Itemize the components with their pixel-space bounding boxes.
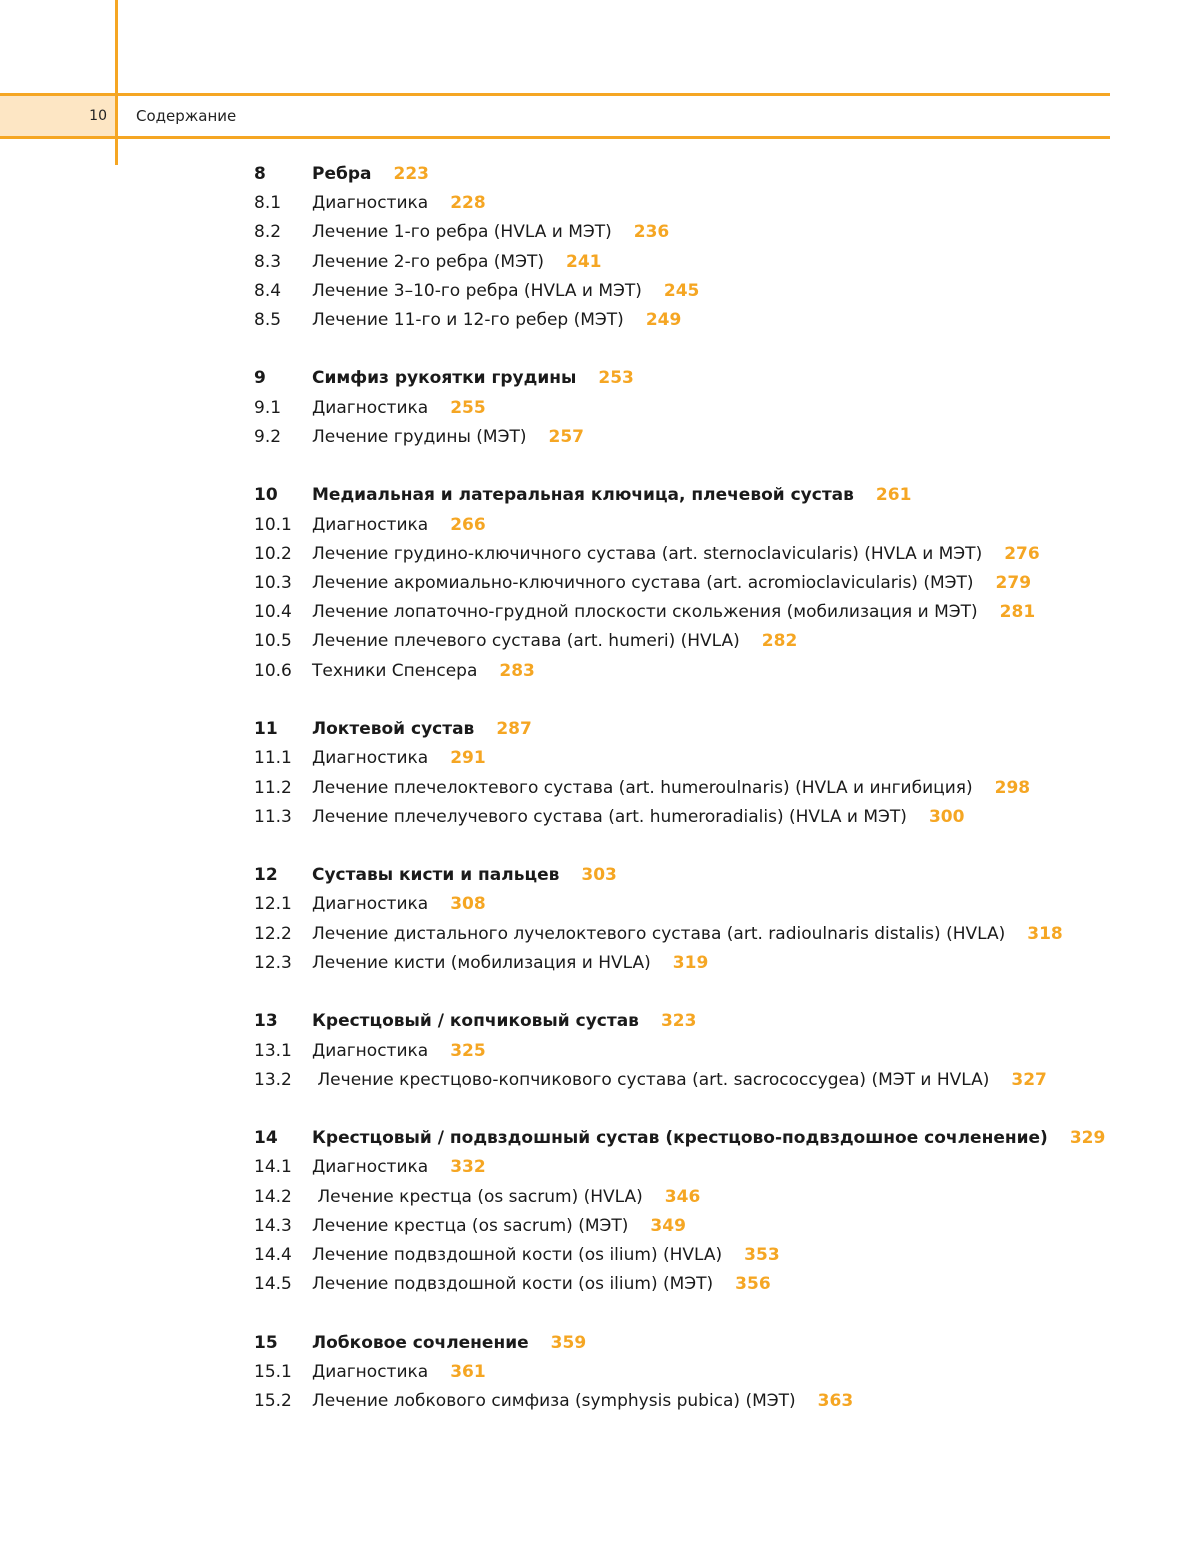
toc-title: Лечение плечелучевого сустава (art. humeroradialis) (HVLA и МЭТ) bbox=[312, 807, 907, 827]
toc-page-number: 353 bbox=[744, 1245, 780, 1265]
toc-number: 8.3 bbox=[254, 252, 282, 272]
toc-page-number: 249 bbox=[645, 310, 682, 330]
toc-title: Симфиз рукоятки грудины bbox=[312, 368, 577, 388]
toc-number: 15.1 bbox=[254, 1362, 292, 1382]
toc-number: 15 bbox=[254, 1333, 278, 1353]
toc-title: Лечение 3–10-го ребра (HVLA и МЭТ) bbox=[312, 281, 642, 301]
toc-number: 14.4 bbox=[254, 1245, 292, 1265]
toc-section-row bbox=[254, 628, 797, 654]
toc-page-number: 346 bbox=[664, 1187, 701, 1207]
toc-page-number: 236 bbox=[633, 222, 670, 242]
toc-title: Лечение лопаточно-грудной плоскости скольжения (мобилизация и МЭТ) bbox=[312, 602, 978, 622]
toc-number: 14.3 bbox=[254, 1216, 292, 1236]
toc-number: 10.4 bbox=[254, 602, 292, 622]
toc-page-number: 356 bbox=[735, 1274, 771, 1294]
toc-title: Диагностика bbox=[312, 398, 429, 418]
toc-number: 11.1 bbox=[254, 748, 292, 768]
toc-number: 9 bbox=[254, 368, 266, 388]
toc-page-number: 253 bbox=[598, 368, 634, 388]
toc-page-number: 319 bbox=[672, 953, 709, 973]
toc-page-number: 359 bbox=[550, 1333, 587, 1353]
toc-section-row bbox=[254, 775, 1030, 801]
toc-number: 9.1 bbox=[254, 398, 282, 418]
toc-number: 8 bbox=[254, 164, 266, 184]
toc-number: 8.1 bbox=[254, 193, 282, 213]
toc-page-number: 332 bbox=[450, 1157, 486, 1177]
toc-page-number: 282 bbox=[761, 631, 798, 651]
toc-number: 10.2 bbox=[254, 544, 292, 564]
toc-page-number: 323 bbox=[660, 1011, 697, 1031]
toc-page-number: 287 bbox=[496, 719, 532, 739]
toc-title: Локтевой сустав bbox=[312, 719, 475, 739]
toc-page-number: 291 bbox=[450, 748, 486, 768]
toc-title: Лечение плечевого сустава (art. humeri) (HVLA) bbox=[312, 631, 740, 651]
toc-section-row bbox=[254, 1359, 486, 1385]
toc-title: Лечение крестцово-копчикового сустава (art. sacrococcygea) (МЭТ и HVLA) bbox=[312, 1070, 990, 1090]
toc-title: Лечение 1-го ребра (HVLA и МЭТ) bbox=[312, 222, 612, 242]
toc-number: 13.1 bbox=[254, 1041, 292, 1061]
toc-section-row bbox=[254, 512, 486, 538]
toc-number: 8.5 bbox=[254, 310, 282, 330]
toc-page-number: 298 bbox=[994, 778, 1031, 798]
toc-chapter-row bbox=[254, 365, 634, 391]
toc-page-number: 245 bbox=[663, 281, 700, 301]
toc-page-number: 303 bbox=[581, 865, 617, 885]
toc-page-number: 241 bbox=[566, 252, 602, 272]
toc-page-number: 228 bbox=[450, 193, 486, 213]
toc-section-row bbox=[254, 307, 681, 333]
toc-number: 14.1 bbox=[254, 1157, 292, 1177]
toc-page-number: 363 bbox=[817, 1391, 854, 1411]
toc-section-row bbox=[254, 1213, 686, 1239]
toc-title: Лечение грудино-ключичного сустава (art. sternoclavicularis) (HVLA и МЭТ) bbox=[312, 544, 983, 564]
toc-number: 8.2 bbox=[254, 222, 282, 242]
toc-title: Лечение 11-го и 12-го ребер (МЭТ) bbox=[312, 310, 624, 330]
toc-page-number: 261 bbox=[875, 485, 912, 505]
toc-title: Лечение подвздошной кости (os ilium) (МЭТ) bbox=[312, 1274, 714, 1294]
toc-number: 11.3 bbox=[254, 807, 292, 827]
toc-section-row bbox=[254, 190, 486, 216]
toc-title: Лечение плечелоктевого сустава (art. humeroulnaris) (HVLA и ингибиция) bbox=[312, 778, 973, 798]
toc-number: 8.4 bbox=[254, 281, 282, 301]
toc-section-row bbox=[254, 395, 486, 421]
toc-page-number: 283 bbox=[499, 661, 535, 681]
toc-title: Лечение грудины (МЭТ) bbox=[312, 427, 527, 447]
toc-section-row bbox=[254, 658, 535, 684]
toc-number: 13 bbox=[254, 1011, 278, 1031]
toc-title: Диагностика bbox=[312, 748, 429, 768]
toc-title: Лечение дистального лучелоктевого сустава (art. radioulnaris distalis) (HVLA) bbox=[312, 924, 1006, 944]
toc-section-row bbox=[254, 1271, 771, 1297]
toc-title: Лобковое сочленение bbox=[312, 1333, 529, 1353]
toc-section-row bbox=[254, 278, 699, 304]
toc-title: Лечение 2-го ребра (МЭТ) bbox=[312, 252, 544, 272]
toc-page-number: 276 bbox=[1004, 544, 1040, 564]
toc-chapter-row bbox=[254, 862, 617, 888]
toc-title: Лечение кисти (мобилизация и HVLA) bbox=[312, 953, 651, 973]
toc-page-number: 349 bbox=[650, 1216, 686, 1236]
toc-title: Диагностика bbox=[312, 1362, 429, 1382]
toc-page-number: 266 bbox=[450, 515, 486, 535]
toc-title: Диагностика bbox=[312, 1041, 429, 1061]
toc-section-row bbox=[254, 745, 486, 771]
toc-title: Техники Спенсера bbox=[312, 661, 478, 681]
toc-title: Лечение крестца (os sacrum) (МЭТ) bbox=[312, 1216, 629, 1236]
toc-title: Лечение крестца (os sacrum) (HVLA) bbox=[312, 1187, 643, 1207]
toc-number: 10.3 bbox=[254, 573, 292, 593]
toc-chapter-row bbox=[254, 1125, 1105, 1151]
toc-number: 10.6 bbox=[254, 661, 292, 681]
toc-title: Лечение акромиально-ключичного сустава (art. acromioclavicularis) (МЭТ) bbox=[312, 573, 974, 593]
toc-page-number: 255 bbox=[450, 398, 486, 418]
toc-number: 12.3 bbox=[254, 953, 292, 973]
toc-page-number: 281 bbox=[999, 602, 1036, 622]
toc-title: Лечение лобкового симфиза (symphysis pubica) (МЭТ) bbox=[312, 1391, 796, 1411]
toc-page-number: 329 bbox=[1069, 1128, 1106, 1148]
toc-title: Диагностика bbox=[312, 894, 429, 914]
toc-title: Крестцовый / подвздошный сустав (крестцово-подвздошное сочленение) bbox=[312, 1128, 1048, 1148]
toc-number: 10.5 bbox=[254, 631, 292, 651]
toc-number: 14.2 bbox=[254, 1187, 292, 1207]
toc-number: 11.2 bbox=[254, 778, 292, 798]
toc-number: 12.1 bbox=[254, 894, 292, 914]
toc-title: Диагностика bbox=[312, 1157, 429, 1177]
toc-section-row bbox=[254, 950, 708, 976]
toc-number: 13.2 bbox=[254, 1070, 292, 1090]
toc-number: 15.2 bbox=[254, 1391, 292, 1411]
toc-chapter-row bbox=[254, 1008, 696, 1034]
toc-section-row bbox=[254, 541, 1040, 567]
toc-section-row bbox=[254, 921, 1063, 947]
toc-chapter-row bbox=[254, 482, 911, 508]
page-number: 10 bbox=[89, 108, 107, 124]
toc-number: 9.2 bbox=[254, 427, 282, 447]
toc-page-number: 308 bbox=[450, 894, 486, 914]
toc-page-number: 300 bbox=[928, 807, 965, 827]
toc-page-number: 257 bbox=[548, 427, 584, 447]
toc-title: Крестцовый / копчиковый сустав bbox=[312, 1011, 639, 1031]
toc-title: Ребра bbox=[312, 164, 372, 184]
toc-page-number: 325 bbox=[450, 1041, 486, 1061]
toc-section-row bbox=[254, 599, 1035, 625]
toc-section-row bbox=[254, 1184, 700, 1210]
toc-page-number: 223 bbox=[393, 164, 429, 184]
toc-section-row bbox=[254, 1067, 1047, 1093]
toc-number: 10.1 bbox=[254, 515, 292, 535]
toc-number: 14.5 bbox=[254, 1274, 292, 1294]
toc-section-row bbox=[254, 219, 669, 245]
toc-title: Диагностика bbox=[312, 193, 429, 213]
toc-page-number: 361 bbox=[450, 1362, 486, 1382]
toc-section-row bbox=[254, 1038, 486, 1064]
toc-section-row bbox=[254, 424, 584, 450]
toc-number: 12.2 bbox=[254, 924, 292, 944]
running-title: Содержание bbox=[136, 107, 237, 125]
toc-section-row bbox=[254, 1388, 853, 1414]
toc-number: 11 bbox=[254, 719, 278, 739]
toc-number: 10 bbox=[254, 485, 278, 505]
toc-chapter-row bbox=[254, 716, 532, 742]
toc-section-row bbox=[254, 570, 1031, 596]
toc-section-row bbox=[254, 249, 602, 275]
toc-title: Суставы кисти и пальцев bbox=[312, 865, 560, 885]
toc-section-row bbox=[254, 804, 964, 830]
toc-number: 14 bbox=[254, 1128, 278, 1148]
toc-page-number: 318 bbox=[1027, 924, 1063, 944]
toc-title: Медиальная и латеральная ключица, плечевой сустав bbox=[312, 485, 854, 505]
toc-number: 12 bbox=[254, 865, 278, 885]
toc-page-number: 327 bbox=[1011, 1070, 1047, 1090]
toc-chapter-row bbox=[254, 1330, 586, 1356]
toc-section-row bbox=[254, 1154, 486, 1180]
toc-chapter-row bbox=[254, 161, 429, 187]
toc-title: Лечение подвздошной кости (os ilium) (HVLA) bbox=[312, 1245, 723, 1265]
toc-section-row bbox=[254, 1242, 780, 1268]
toc-page-number: 279 bbox=[995, 573, 1032, 593]
toc-title: Диагностика bbox=[312, 515, 429, 535]
toc-section-row bbox=[254, 891, 486, 917]
